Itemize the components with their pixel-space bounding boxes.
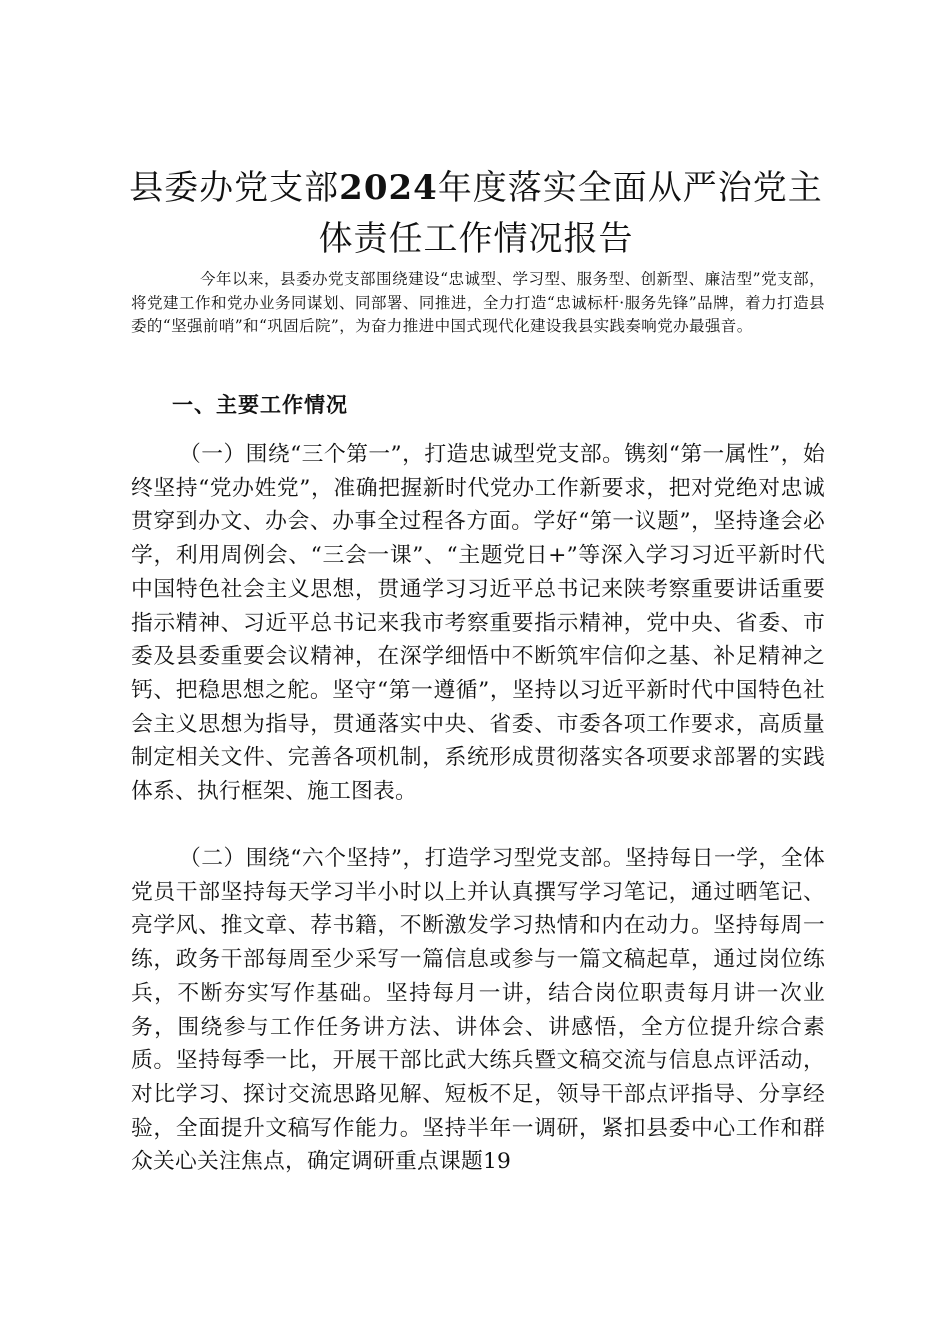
title-year: 2024 bbox=[339, 168, 438, 208]
title-part2: 年度落实全面从严治党主体责任工作情况报告 bbox=[318, 168, 823, 259]
section-heading-main-work: 一、主要工作情况 bbox=[172, 393, 348, 417]
document-title bbox=[120, 163, 832, 265]
body-paragraph-2: （二）围绕“六个坚持”，打造学习型党支部。坚持每日一学，全体党员干部坚持每天学习半小时以上并认真撰写学习笔记，通过晒笔记、亮学风、推文章、荐书籍，不断激发学习热情和内在动力。坚持每周一练，政务干部每周至少采写一篇信息或参与一篇文稿起草，通过岗位练兵，不断夯实写作基础。坚持每月一讲，结合岗位职责每月讲一次业务，围绕参与工作任务讲方法、讲体会、讲感悟，全方位提升综合素质。坚持每季一比，开展干部比武大练兵暨文稿交流与信息点评活动，对比学习、探讨交流思路见解、短板不足，领导干部点评指导、分享经验，全面提升文稿写作能力。坚持半年一调研，紧扣县委中心工作和群众关心关注焦点，确定调研重点课题19 bbox=[131, 846, 825, 1175]
body-paragraph-1: （一）围绕“三个第一”，打造忠诚型党支部。镌刻“第一属性”，始终坚持“党办姓党”，准确把握新时代党办工作新要求，把对党绝对忠诚贯穿到办文、办会、办事全过程各方面。学好“第一议题”，坚持逢会必学，利用周例会、“三会一课”、“主题党日+”等深入学习习近平新时代中国特色社会主义思想，贯通学习习近平总书记来陕考察重要讲话重要指示精神、习近平总书记来我市考察重要指示精神，党中央、省委、市委及县委重要会议精神，在深学细悟中不断筑牢信仰之基、补足精神之钙、把稳思想之舵。坚守“第一遵循”，坚持以习近平新时代中国特色社会主义思想为指导，贯通落实中央、省委、市委各项工作要求，高质量制定相关文件、完善各项机制，系统形成贯彻落实各项要求部署的实践体系、执行框架、施工图表。 bbox=[131, 442, 825, 805]
title-part1: 县委办党支部 bbox=[129, 168, 340, 208]
intro-paragraph: 今年以来，县委办党支部围绕建设“忠诚型、学习型、服务型、创新型、廉洁型”党支部，将党建工作和党办业务同谋划、同部署、同推进，全力打造“忠诚标杆·服务先锋”品牌，着力打造县委的“坚强前哨”和“巩固后院”，为奋力推进中国式现代化建设我县实践奏响党办最强音。 bbox=[131, 270, 825, 335]
